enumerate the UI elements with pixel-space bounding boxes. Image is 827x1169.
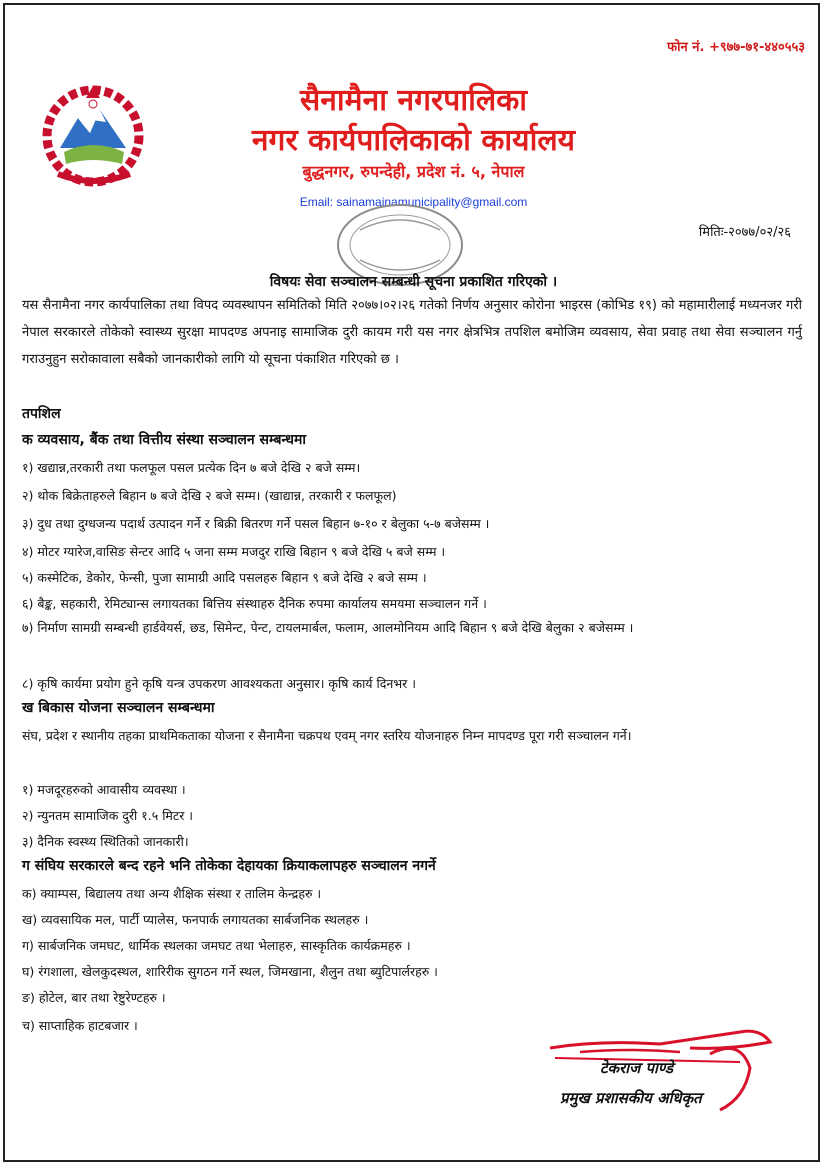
section-ga-heading: ग संघिय सरकारले बन्द रहने भनि तोकेका देहायका क्रियाकलापहरु सञ्चालन नगर्ने — [22, 858, 436, 874]
list-item: २) न्युनतम सामाजिक दुरी १.५ मिटर । — [22, 808, 194, 823]
signatory-name: टेकराज पाण्डे — [600, 1059, 674, 1077]
office-title: नगर कार्यपालिकाको कार्यालय — [251, 123, 576, 158]
list-item: ३) दैनिक स्वस्थ्य स्थितिको जानकारी। — [22, 834, 189, 849]
section-ka-heading: क व्यवसाय, बैंक तथा वित्तीय संस्था सञ्चालन सम्बन्धमा — [22, 432, 306, 448]
list-item: १) खद्यान्न,तरकारी तथा फलफूल पसल प्रत्येक दिन ७ बजे देखि २ बजे सम्म। — [22, 460, 361, 475]
section-kha-intro: संघ, प्रदेश र स्थानीय तहका प्राथमिकताका योजना र सैनामैना चक्रपथ एवम् नगर स्तरिय योजनाहरु निम्न मापदण्ड पूरा गरी सञ्चालन गर्ने। — [22, 728, 632, 743]
section-kha-heading: ख बिकास योजना सञ्चालन सम्बन्धमा — [22, 700, 215, 716]
office-address: बुद्धनगर, रुपन्देही, प्रदेश नं. ५, नेपाल — [302, 162, 525, 181]
list-item: ८) कृषि कार्यमा प्रयोग हुने कृषि यन्त्र उपकरण आवश्यकता अनुसार। कृषि कार्य दिनभर । — [22, 676, 416, 691]
phone-number: फोन नं. +९७७-७१-४४०५५३ — [667, 40, 805, 55]
municipality-title: सैनामैना नगरपालिका — [299, 83, 528, 118]
list-item: १) मजदूरहरुको आवासीय व्यवस्था । — [22, 782, 186, 797]
list-item: २) थोक बिक्रेताहरुले बिहान ७ बजे देखि २ बजे सम्म। (खाद्यान्न, तरकारी र फलफूल) — [22, 488, 397, 503]
list-item: ङ) होटेल, बार तथा रेष्टुरेण्टहरु । — [22, 990, 166, 1005]
list-item: ग) सार्बजनिक जमघट, धार्मिक स्थलका जमघट तथा भेलाहरु, सास्कृतिक कार्यक्रमहरु । — [22, 938, 411, 953]
list-item: ७) निर्माण सामग्री सम्बन्धी हार्डवेयर्स, छड, सिमेन्ट, पेन्ट, टायलमार्बल, फलाम, आलमोनियम आदि बिहान ९ बजे देखि बेलुका २ बजेसम्म । — [22, 620, 634, 635]
notice-intro: यस सैनामैना नगर कार्यपालिका तथा विपद व्यवस्थापन समितिको मिति २०७७।०२।२६ गतेको निर्णय अनुसार कोरोना भाइरस (कोभिड १९) को महामारीलाई मध्यनजर गरी नेपाल सरकारले तोकेको स्वास्थ्य सुरक्षा मापदण्ड अपनाइ सामाजिक दुरी कायम गरी यस नगर क्षेत्रभित्र तपशिल बमोजिम व्यवसाय, सेवा प्रवाह तथा सेवा सञ्चालन गर्नु गराउनुहुन सरोकावाला सबैको जानकारीको लागि यो सूचना पंकाशित गरिएको छ । — [22, 298, 802, 367]
tapashil-heading: तपशिल — [22, 406, 61, 422]
list-item: ४) मोटर ग्यारेज,वासिङ सेन्टर आदि ५ जना सम्म मजदुर राखि बिहान ९ बजे देखि ५ बजे सम्म । — [22, 544, 446, 559]
list-item: क) क्याम्पस, बिद्यालय तथा अन्य शैक्षिक संस्था र तालिम केन्द्रहरु । — [22, 886, 322, 901]
signatory-title: प्रमुख प्रशासकीय अधिकृत — [560, 1089, 702, 1107]
list-item: घ) रंगशाला, खेलकुदस्थल, शारिरीक सुगठन गर्ने स्थल, जिमखाना, शैलुन तथा ब्युटिपार्लरहरु । — [22, 964, 438, 979]
list-item: ६) बैङ्क, सहकारी, रेमिट्यान्स लगायतका बित्तिय संस्थाहरु दैनिक रुपमा कार्यालय समयमा सञ्चालन गर्ने । — [22, 596, 487, 611]
list-item: ५) कस्मेटिक, डेकोर, फेन्सी, पुजा सामाग्री आदि पसलहरु बिहान ९ बजे देखि २ बजे सम्म । — [22, 570, 427, 585]
document-date: मितिः-२०७७/०२/२६ — [698, 225, 791, 240]
list-item: ख) व्यवसायिक मल, पार्टी प्यालेस, फनपार्क लगायतका सार्बजनिक स्थलहरु । — [22, 912, 369, 927]
list-item: च) साप्ताहिक हाटबजार । — [22, 1018, 138, 1033]
list-item: ३) दुध तथा दुग्धजन्य पदार्थ उत्पादन गर्ने र बिक्री बितरण गर्ने पसल बिहान ७-१० र बेलुका ५-७ बजेसम्म । — [22, 516, 490, 531]
notice-subject: विषयः सेवा सञ्चालन सम्बन्धी सूचना प्रकाशित गरिएको । — [269, 274, 558, 290]
email-address[interactable]: Email: sainamainamunicipality@gmail.com — [299, 195, 528, 209]
